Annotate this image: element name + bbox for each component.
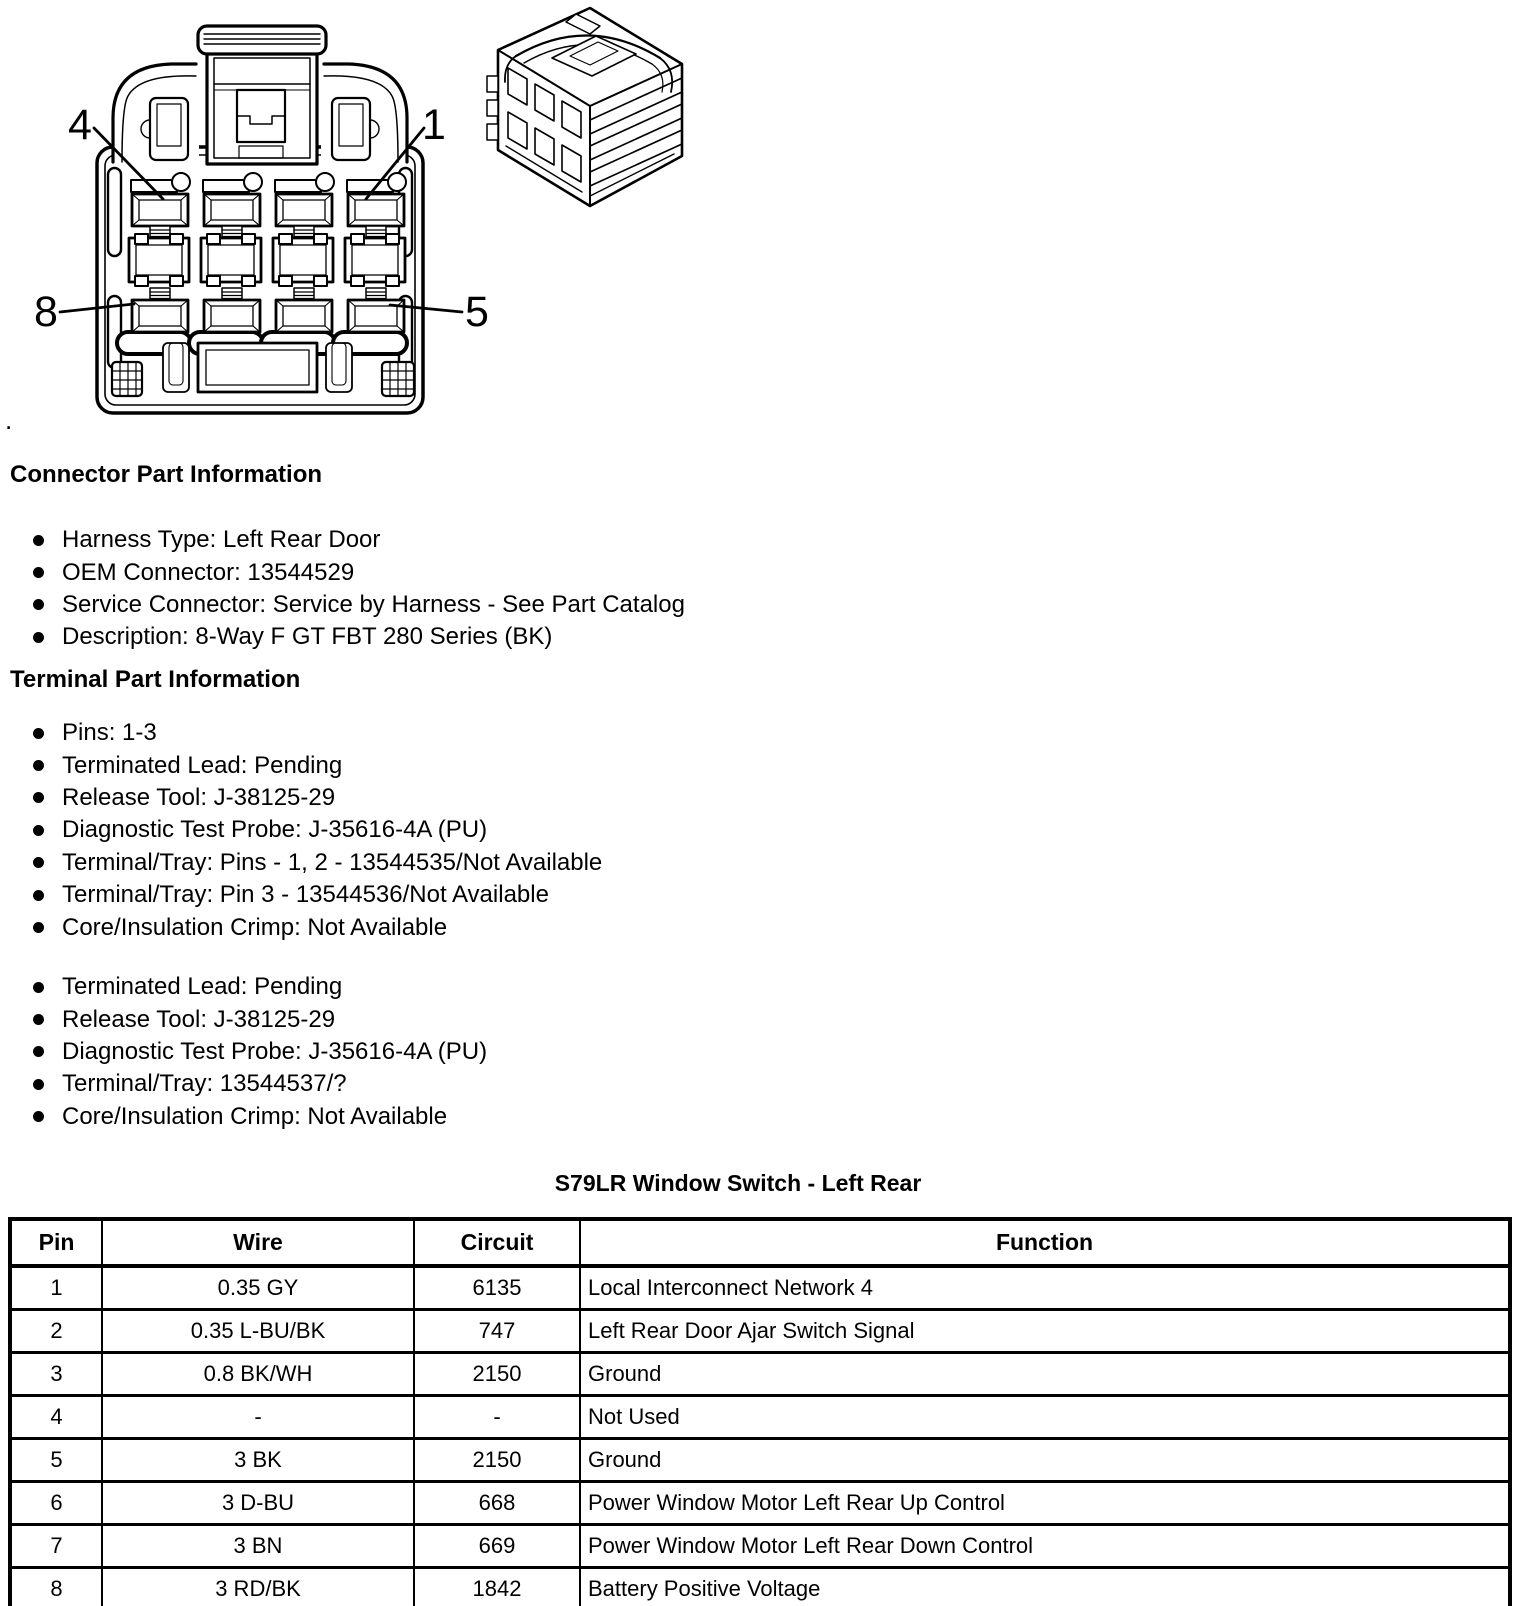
list-item: Release Tool: J-38125-29 — [33, 1003, 487, 1035]
list-item: Harness Type: Left Rear Door — [33, 524, 685, 556]
pin-cell: 1 — [10, 1266, 102, 1310]
list-item: OEM Connector: 13544529 — [33, 556, 685, 588]
circuit-cell: - — [414, 1396, 580, 1439]
circuit-cell: 747 — [414, 1310, 580, 1353]
list-item: Description: 8-Way F GT FBT 280 Series (BK) — [33, 621, 685, 653]
table-row — [10, 1482, 1510, 1525]
circuit-cell: 669 — [414, 1525, 580, 1568]
wire-cell: - — [102, 1396, 414, 1439]
function-cell: Power Window Motor Left Rear Down Control — [580, 1525, 1510, 1568]
wire-cell: 3 RD/BK — [102, 1568, 414, 1606]
pin-cell: 8 — [10, 1568, 102, 1606]
pin-cell: 2 — [10, 1310, 102, 1353]
list-item: Pins: 1-3 — [33, 717, 602, 749]
connector-lock-tower — [198, 26, 326, 164]
function-cell: Not Used — [580, 1396, 1510, 1439]
function-cell: Left Rear Door Ajar Switch Signal — [580, 1310, 1510, 1353]
list-item: Core/Insulation Crimp: Not Available — [33, 911, 602, 943]
list-item: Terminated Lead: Pending — [33, 971, 487, 1003]
list-item: Service Connector: Service by Harness - See Part Catalog — [33, 589, 685, 621]
circuit-cell: 6135 — [414, 1266, 580, 1310]
pinout-table-title: S79LR Window Switch - Left Rear — [554, 1170, 922, 1196]
pin-label-8: 8 — [34, 288, 58, 336]
column-header-wire: Wire — [102, 1219, 414, 1266]
function-cell: Local Interconnect Network 4 — [580, 1266, 1510, 1310]
table-row — [10, 1396, 1510, 1439]
table-row — [10, 1525, 1510, 1568]
pin-cell: 3 — [10, 1353, 102, 1396]
table-row — [10, 1310, 1510, 1353]
table-row — [10, 1266, 1510, 1310]
list-item: Diagnostic Test Probe: J-35616-4A (PU) — [33, 814, 602, 846]
wire-cell: 0.35 L-BU/BK — [102, 1310, 414, 1353]
connector-3d-view-drawing — [430, 0, 700, 215]
column-header-circuit: Circuit — [414, 1219, 580, 1266]
pin-label-5: 5 — [465, 288, 489, 336]
table-header-row — [10, 1219, 1510, 1266]
list-item: Terminal/Tray: Pin 3 - 13544536/Not Available — [33, 879, 602, 911]
terminal-part-information-title: Terminal Part Information — [10, 666, 301, 693]
terminal-part-information-group1 — [33, 717, 602, 944]
wire-cell: 3 D-BU — [102, 1482, 414, 1525]
pin-cell: 4 — [10, 1396, 102, 1439]
connector-part-information-title: Connector Part Information — [10, 461, 323, 488]
list-item: Core/Insulation Crimp: Not Available — [33, 1101, 487, 1133]
pin-cell: 6 — [10, 1482, 102, 1525]
pin-label-4: 4 — [68, 101, 92, 149]
wire-cell: 3 BN — [102, 1525, 414, 1568]
circuit-cell: 668 — [414, 1482, 580, 1525]
list-item: Terminated Lead: Pending — [33, 749, 602, 781]
function-cell: Ground — [580, 1353, 1510, 1396]
table-row — [10, 1439, 1510, 1482]
list-item: Terminal/Tray: Pins - 1, 2 - 13544535/Not Available — [33, 847, 602, 879]
pin-label-1: 1 — [422, 101, 446, 149]
stray-period-mark: . — [5, 405, 13, 435]
list-item: Diagnostic Test Probe: J-35616-4A (PU) — [33, 1036, 487, 1068]
connector-part-information-list — [33, 524, 685, 654]
wire-cell: 0.35 GY — [102, 1266, 414, 1310]
function-cell: Power Window Motor Left Rear Up Control — [580, 1482, 1510, 1525]
function-cell: Battery Positive Voltage — [580, 1568, 1510, 1606]
terminal-part-information-group2 — [33, 971, 487, 1133]
function-cell: Ground — [580, 1439, 1510, 1482]
pin-cell: 7 — [10, 1525, 102, 1568]
column-header-function: Function — [580, 1219, 1510, 1266]
wire-cell: 0.8 BK/WH — [102, 1353, 414, 1396]
circuit-cell: 2150 — [414, 1353, 580, 1396]
pinout-table — [8, 1217, 1512, 1606]
list-item: Release Tool: J-38125-29 — [33, 782, 602, 814]
circuit-cell: 1842 — [414, 1568, 580, 1606]
wire-cell: 3 BK — [102, 1439, 414, 1482]
table-row — [10, 1353, 1510, 1396]
table-row — [10, 1568, 1510, 1606]
pin-cell: 5 — [10, 1439, 102, 1482]
circuit-cell: 2150 — [414, 1439, 580, 1482]
list-item: Terminal/Tray: 13544537/? — [33, 1068, 487, 1100]
column-header-pin: Pin — [10, 1219, 102, 1266]
